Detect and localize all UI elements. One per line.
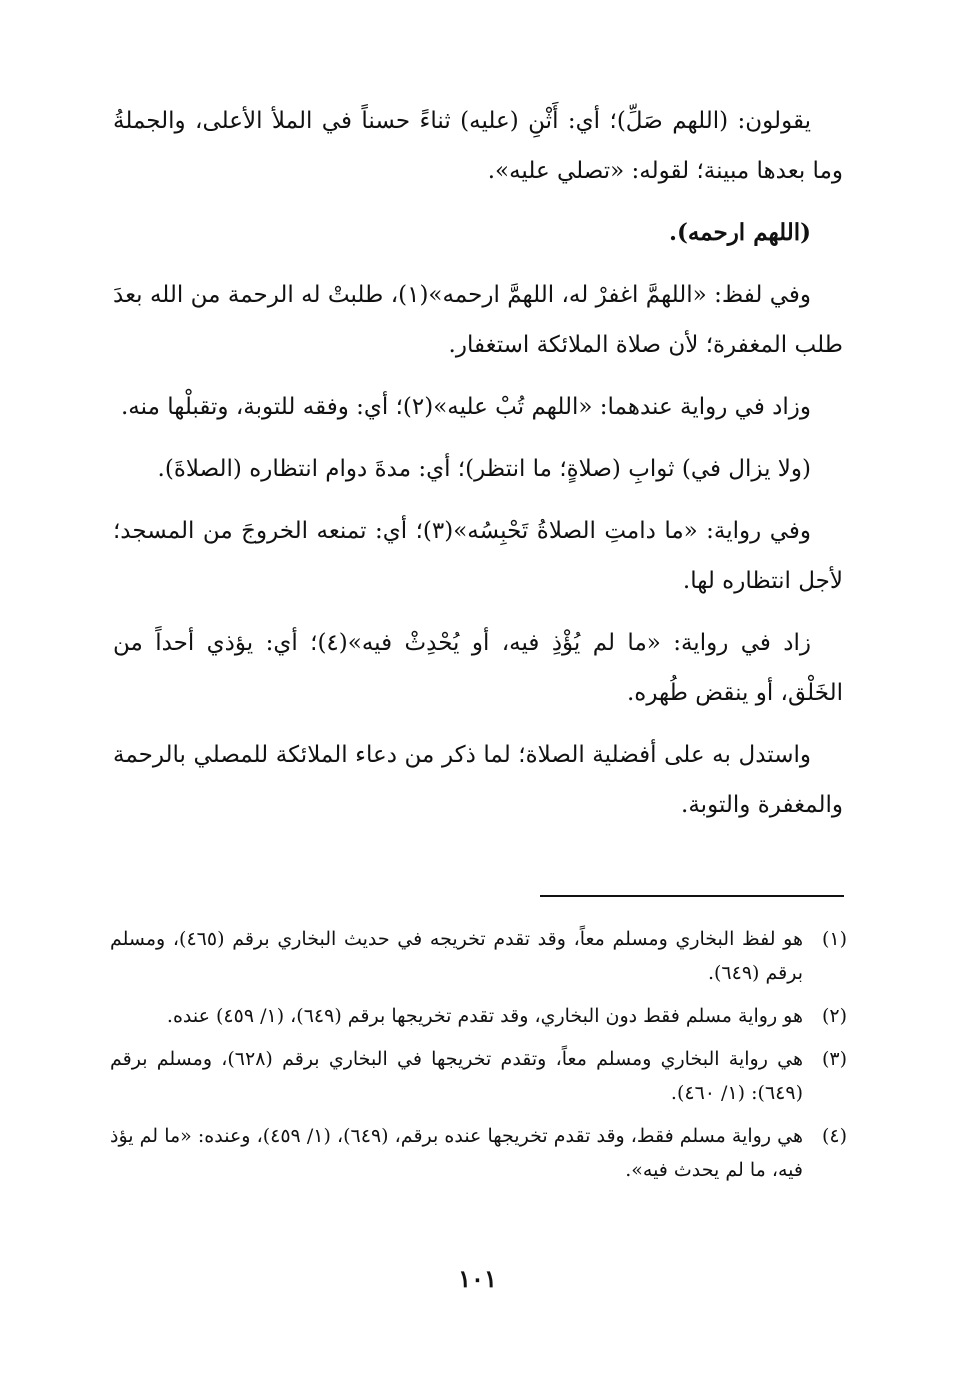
- footnote-number: (١): [821, 928, 847, 950]
- footnote-number: (٣): [821, 1048, 847, 1070]
- footnote-1: [110, 922, 847, 990]
- paragraph-4: وزاد في رواية عندهما: «اللهم تُبْ عليه»(٢)؛ أي: وفقه للتوبة، وتقبلْها منه.: [121, 394, 811, 420]
- paragraph-6: وفي رواية: «ما دامتِ الصلاةُ تَحْبِسُه»(٣)؛ أي: تمنعه الخروجَ من المسجد؛ لأجل انتظاره لها.: [113, 518, 843, 594]
- footnote-4: [110, 1119, 847, 1187]
- page-number: ١٠١: [458, 1264, 497, 1293]
- footnote-3: [110, 1042, 847, 1110]
- footnote-text: هي رواية مسلم فقط، وقد تقدم تخريجها عنده برقم، (٦٤٩)، (١/ ٤٥٩)، وعنده: «ما لم يؤذ فيه، ما لم يحدث فيه».: [110, 1125, 803, 1181]
- footnote-number: (٢): [821, 1005, 847, 1027]
- paragraph-2-heading: (اللهم ارحمه).: [668, 219, 811, 246]
- footnote-number: (٤): [821, 1125, 847, 1147]
- paragraph-3: وفي لفظ: «اللهمَّ اغفرْ له، اللهمَّ ارحمه»(١)، طلبتْ له الرحمة من الله بعدَ طلب المغفرة؛ لأن صلاة الملائكة استغفار.: [113, 282, 843, 358]
- footnote-text: هو لفظ البخاري ومسلم معاً، وقد تقدم تخريجه في حديث البخاري برقم (٤٦٥)، ومسلم برقم (٦٤٩).: [110, 928, 803, 984]
- footnote-text: هو رواية مسلم فقط دون البخاري، وقد تقدم تخريجها برقم (٦٤٩)، (١/ ٤٥٩) عنده.: [166, 1005, 803, 1027]
- footnote-text: هي رواية البخاري ومسلم معاً، وتقدم تخريجها في البخاري برقم (٦٢٨)، ومسلم برقم (٦٤٩): (١/ ٤٦٠).: [110, 1048, 803, 1104]
- paragraph-1: يقولون: (اللهم صَلِّ)؛ أي: أَثْنِ (عليه) ثناءً حسناً في الملأ الأعلى، والجملةُ وما بعدها مبينة؛ لقوله: «تصلي عليه».: [113, 108, 843, 184]
- paragraph-5: (ولا يزال في) ثوابِ (صلاةٍ؛ ما انتظر)؛ أي: مدةَ دوام انتظاره (الصلاةَ).: [157, 456, 811, 482]
- footnote-2: [110, 999, 847, 1033]
- footnotes: [110, 922, 847, 1196]
- main-text: [113, 96, 843, 842]
- paragraph-7: زاد في رواية: «ما لم يُؤْذِ فيه، أو يُحْدِثْ فيه»(٤)؛ أي: يؤذي أحداً من الخَلْق، أو ينقض طُهره.: [113, 630, 843, 706]
- footnote-divider: [540, 895, 844, 897]
- paragraph-8: واستدل به على أفضلية الصلاة؛ لما ذكر من دعاء الملائكة للمصلي بالرحمة والمغفرة والتوبة.: [113, 742, 843, 818]
